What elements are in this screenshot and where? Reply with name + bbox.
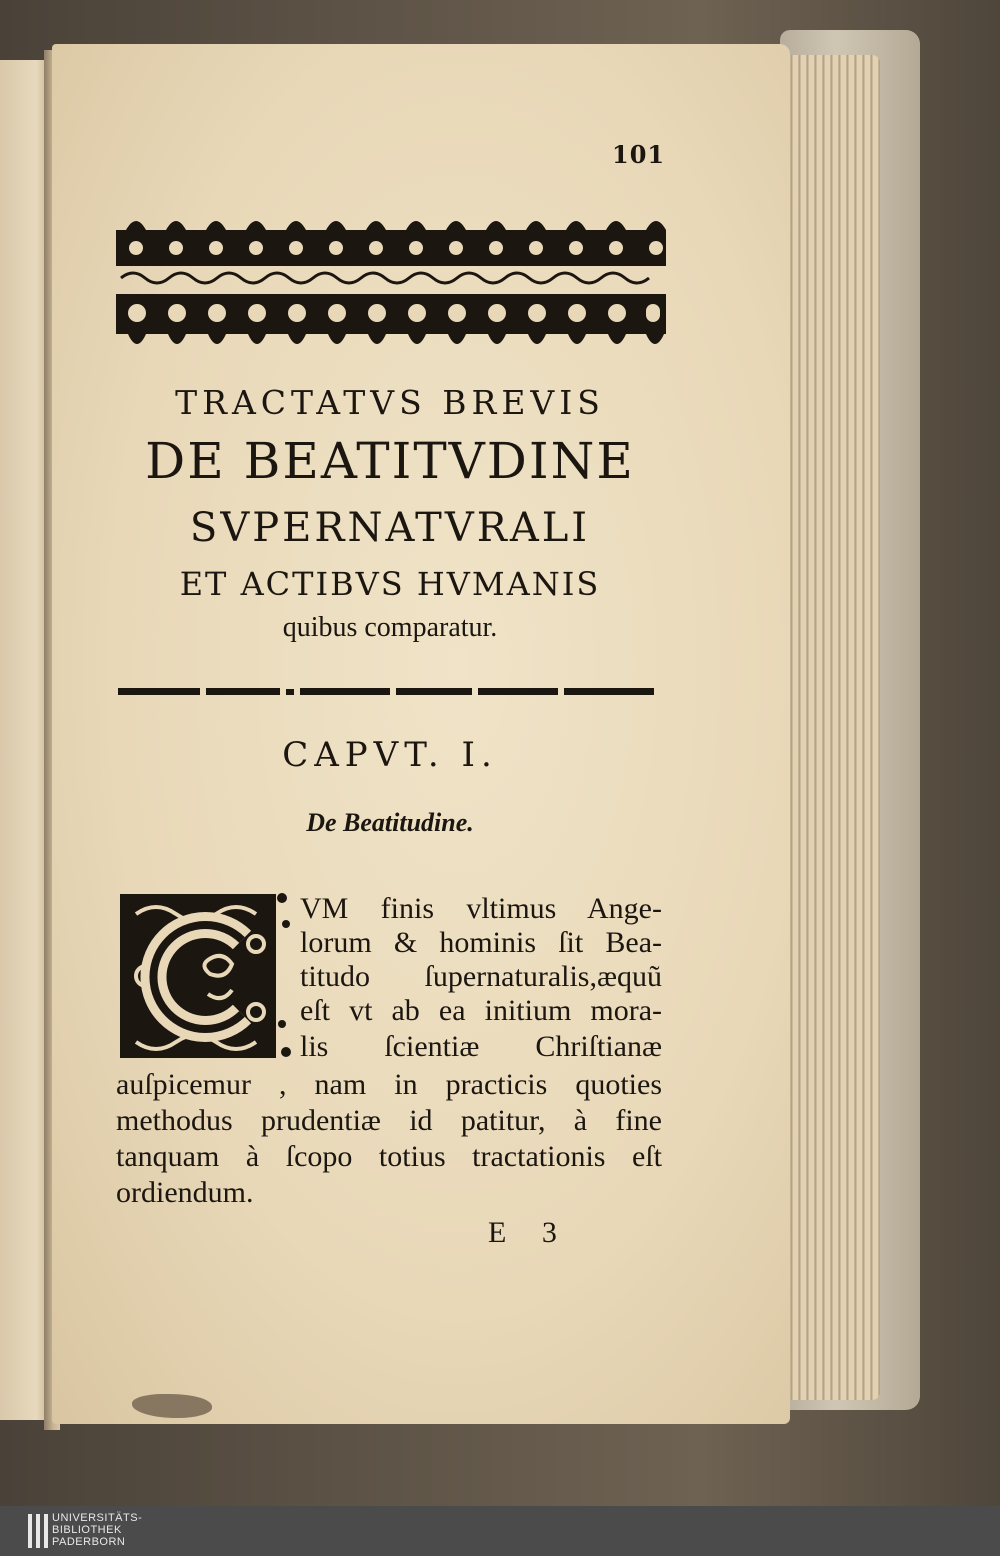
library-name-line-2: BIBLIOTHEK [52,1524,122,1536]
body-line: VM finis vltimus Ange- [300,892,662,925]
library-name-line-1: UNIVERSITÄTS- [52,1512,143,1524]
library-name-line-3: PADERBORN [52,1536,126,1548]
body-line: auſpicemur , nam in practicis quoties [116,1068,662,1101]
library-logo-icon [28,1514,48,1548]
library-footer [0,1506,1000,1556]
ornamental-rule [118,682,656,702]
library-name [52,1512,142,1548]
ornamental-headpiece [116,210,666,360]
title-line-1: TRACTATVS BREVIS [175,383,605,422]
body-line: eſt vt ab ea initium mora- [300,994,662,1027]
title-line-3: SVPERNATVRALI [189,505,591,551]
body-line: methodus prudentiæ id patitur, à fine [116,1104,662,1137]
body-line: ordiendum. [116,1176,254,1209]
title-line-5: quibus comparatur. [282,612,498,643]
body-line: tanquam à ſcopo totius tractationis eſt [116,1140,662,1173]
page-number: 101 [612,140,666,169]
signature-mark: E 3 [488,1216,571,1249]
section-subheading: De Beatitudine. [306,808,474,837]
title-line-2: DE BEATITVDINE [145,432,635,490]
body-line: lis ſcientiæ Chriſtianæ [300,1030,662,1063]
body-line: lorum & hominis ſit Bea- [300,926,662,959]
title-line-4: ET ACTIBVS HVMANIS [179,565,601,603]
decorated-initial-c [116,884,294,1066]
page-edges [785,55,880,1400]
body-line: titudo ſupernaturalis,æquũ [300,960,662,993]
chapter-heading: CAPVT. I. [282,735,498,775]
